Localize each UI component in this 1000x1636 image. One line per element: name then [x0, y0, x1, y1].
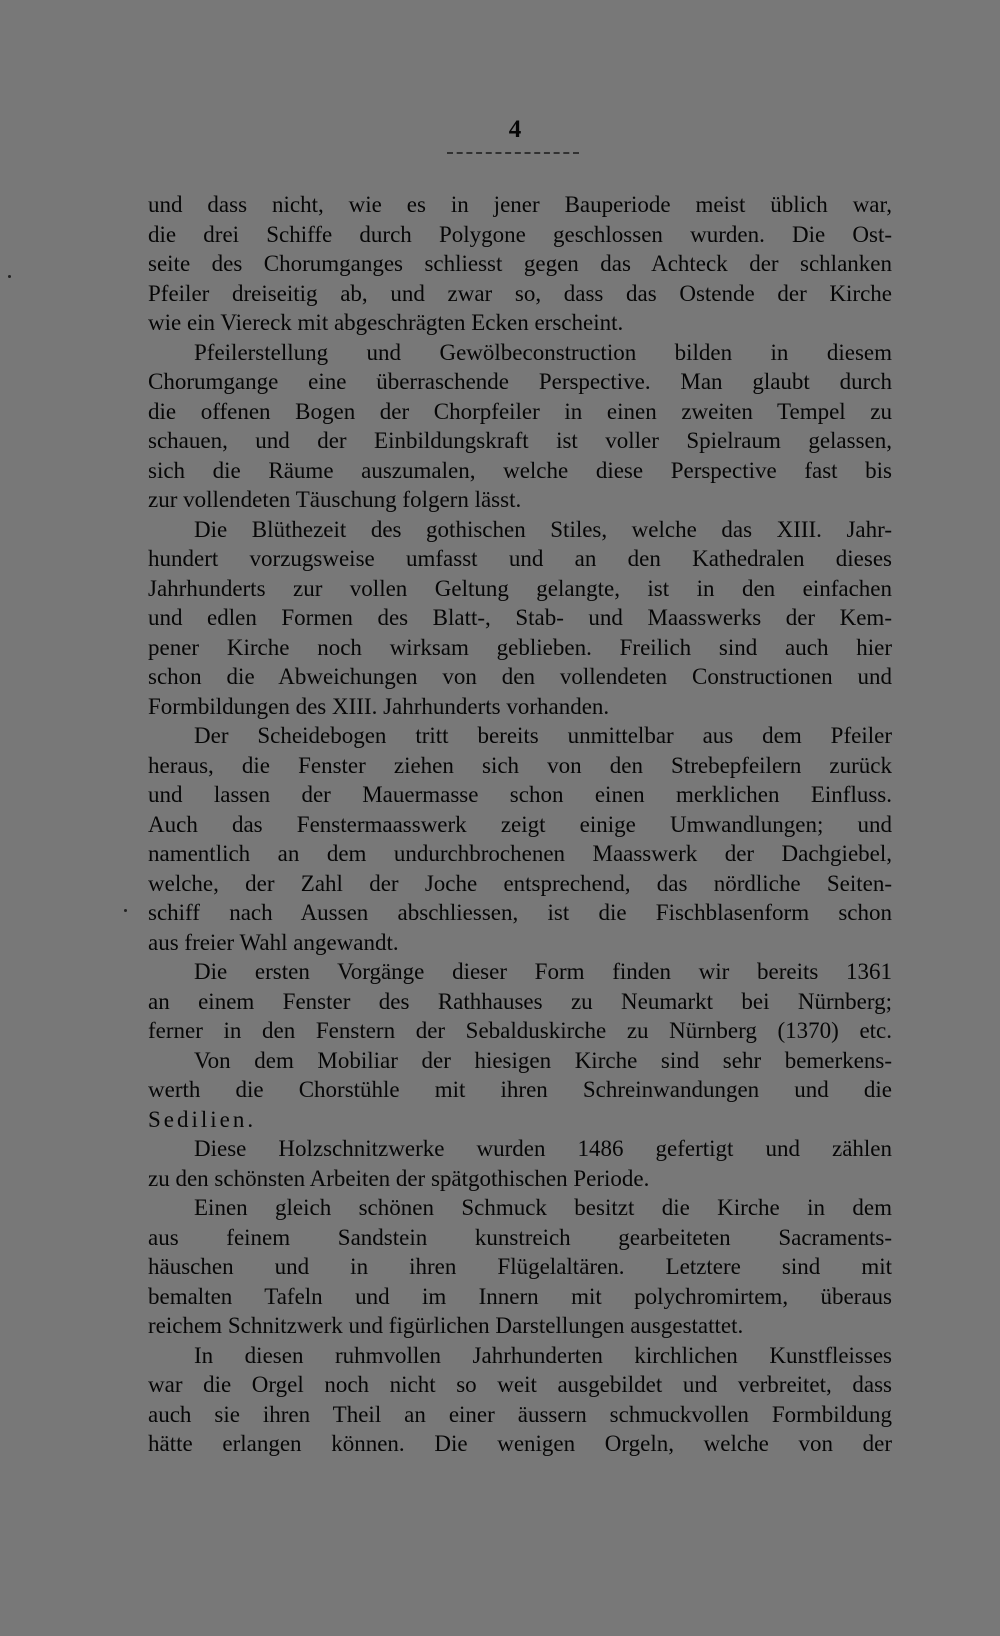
- text-line: aus freier Wahl angewandt.: [148, 929, 399, 955]
- text-line: werth die Chorstühle mit ihren Schreinwandungen und die: [148, 1077, 892, 1102]
- text-line: pener Kirche noch wirksam geblieben. Freilich sind auch hier: [148, 634, 892, 660]
- text-line: Von dem Mobiliar der hiesigen Kirche sind sehr bemerkens-: [194, 1047, 892, 1073]
- text-line: häuschen und in ihren Flügelaltären. Letztere sind mit: [148, 1254, 892, 1279]
- text-line: aus feinem Sandstein kunstreich gearbeiteten Sacraments-: [148, 1224, 892, 1250]
- text-line: schiff nach Aussen abschliessen, ist die Fischblasenform schon: [148, 900, 892, 925]
- text-line: an einem Fenster des Rathhauses zu Neumarkt bei Nürnberg;: [148, 988, 892, 1014]
- text-line: In diesen ruhmvollen Jahrhunderten kirchlichen Kunstfleisses: [194, 1342, 892, 1368]
- text-line: welche, der Zahl der Joche entsprechend, das nördliche Seiten-: [148, 870, 892, 896]
- text-line: Diese Holzschnitzwerke wurden 1486 gefertigt und zählen: [194, 1136, 892, 1161]
- text-line: Pfeiler dreiseitig ab, und zwar so, dass das Ostende der Kirche: [148, 280, 892, 306]
- text-line: Sedilien.: [148, 1106, 257, 1132]
- text-line: seite des Chorumganges schliesst gegen das Achteck der schlanken: [148, 251, 892, 276]
- text-line: namentlich an dem undurchbrochenen Maasswerk der Dachgiebel,: [148, 841, 892, 866]
- text-line: Auch das Fenstermaasswerk zeigt einige Umwandlungen; und: [148, 811, 892, 837]
- text-line: heraus, die Fenster ziehen sich von den Strebepfeilern zurück: [148, 752, 892, 778]
- text-line: reichem Schnitzwerk und figürlichen Darstellungen ausgestattet.: [148, 1313, 744, 1338]
- text-line: schauen, und der Einbildungskraft ist voller Spielraum gelassen,: [148, 428, 892, 453]
- text-line: Die ersten Vorgänge dieser Form finden wir bereits 1361: [194, 959, 892, 984]
- text-line: bemalten Tafeln und im Innern mit polychromirtem, überaus: [148, 1283, 892, 1309]
- text-line: Einen gleich schönen Schmuck besitzt die Kirche in dem: [194, 1195, 892, 1220]
- text-line: zur vollendeten Täuschung folgern lässt.: [148, 487, 522, 512]
- header-rule: [447, 152, 579, 154]
- text-line: auch sie ihren Theil an einer äussern schmuckvollen Formbildung: [148, 1401, 892, 1427]
- text-line: die offenen Bogen der Chorpfeiler in einen zweiten Tempel zu: [148, 398, 892, 424]
- page-number: 4: [508, 116, 522, 143]
- text-line: Chorumgange eine überraschende Perspective. Man glaubt durch: [148, 369, 892, 394]
- text-line: sich die Räume auszumalen, welche diese Perspective fast bis: [148, 457, 892, 483]
- text-line: und dass nicht, wie es in jener Bauperiode meist üblich war,: [148, 192, 892, 217]
- text-line: Pfeilerstellung und Gewölbeconstruction bilden in diesem: [194, 339, 892, 365]
- text-line: war die Orgel noch nicht so weit ausgebildet und verbreitet, dass: [148, 1372, 892, 1397]
- text-line: schon die Abweichungen von den vollendeten Constructionen und: [148, 664, 892, 689]
- text-line: hätte erlangen können. Die wenigen Orgeln, welche von der: [148, 1431, 892, 1456]
- text-line: und edlen Formen des Blatt-, Stab- und Maasswerks der Kem-: [148, 605, 892, 630]
- scan-speck: [8, 275, 11, 278]
- text-line: wie ein Viereck mit abgeschrägten Ecken erscheint.: [148, 310, 624, 335]
- text-line: zu den schönsten Arbeiten der spätgothischen Periode.: [148, 1165, 650, 1191]
- scan-speck: [124, 909, 127, 912]
- text-line: Formbildungen des XIII. Jahrhunderts vorhanden.: [148, 693, 610, 719]
- text-line: Die Blüthezeit des gothischen Stiles, welche das XIII. Jahr-: [194, 516, 892, 542]
- text-line: Der Scheidebogen tritt bereits unmittelbar aus dem Pfeiler: [194, 723, 892, 748]
- text-line: ferner in den Fenstern der Sebalduskirche zu Nürnberg (1370) etc.: [148, 1018, 892, 1043]
- text-line: die drei Schiffe durch Polygone geschlossen wurden. Die Ost-: [148, 221, 892, 247]
- text-line: hundert vorzugsweise umfasst und an den Kathedralen dieses: [148, 546, 892, 571]
- text-line: Jahrhunderts zur vollen Geltung gelangte, ist in den einfachen: [148, 575, 892, 601]
- text-body: [148, 190, 892, 1459]
- text-line: und lassen der Mauermasse schon einen merklichen Einfluss.: [148, 782, 892, 807]
